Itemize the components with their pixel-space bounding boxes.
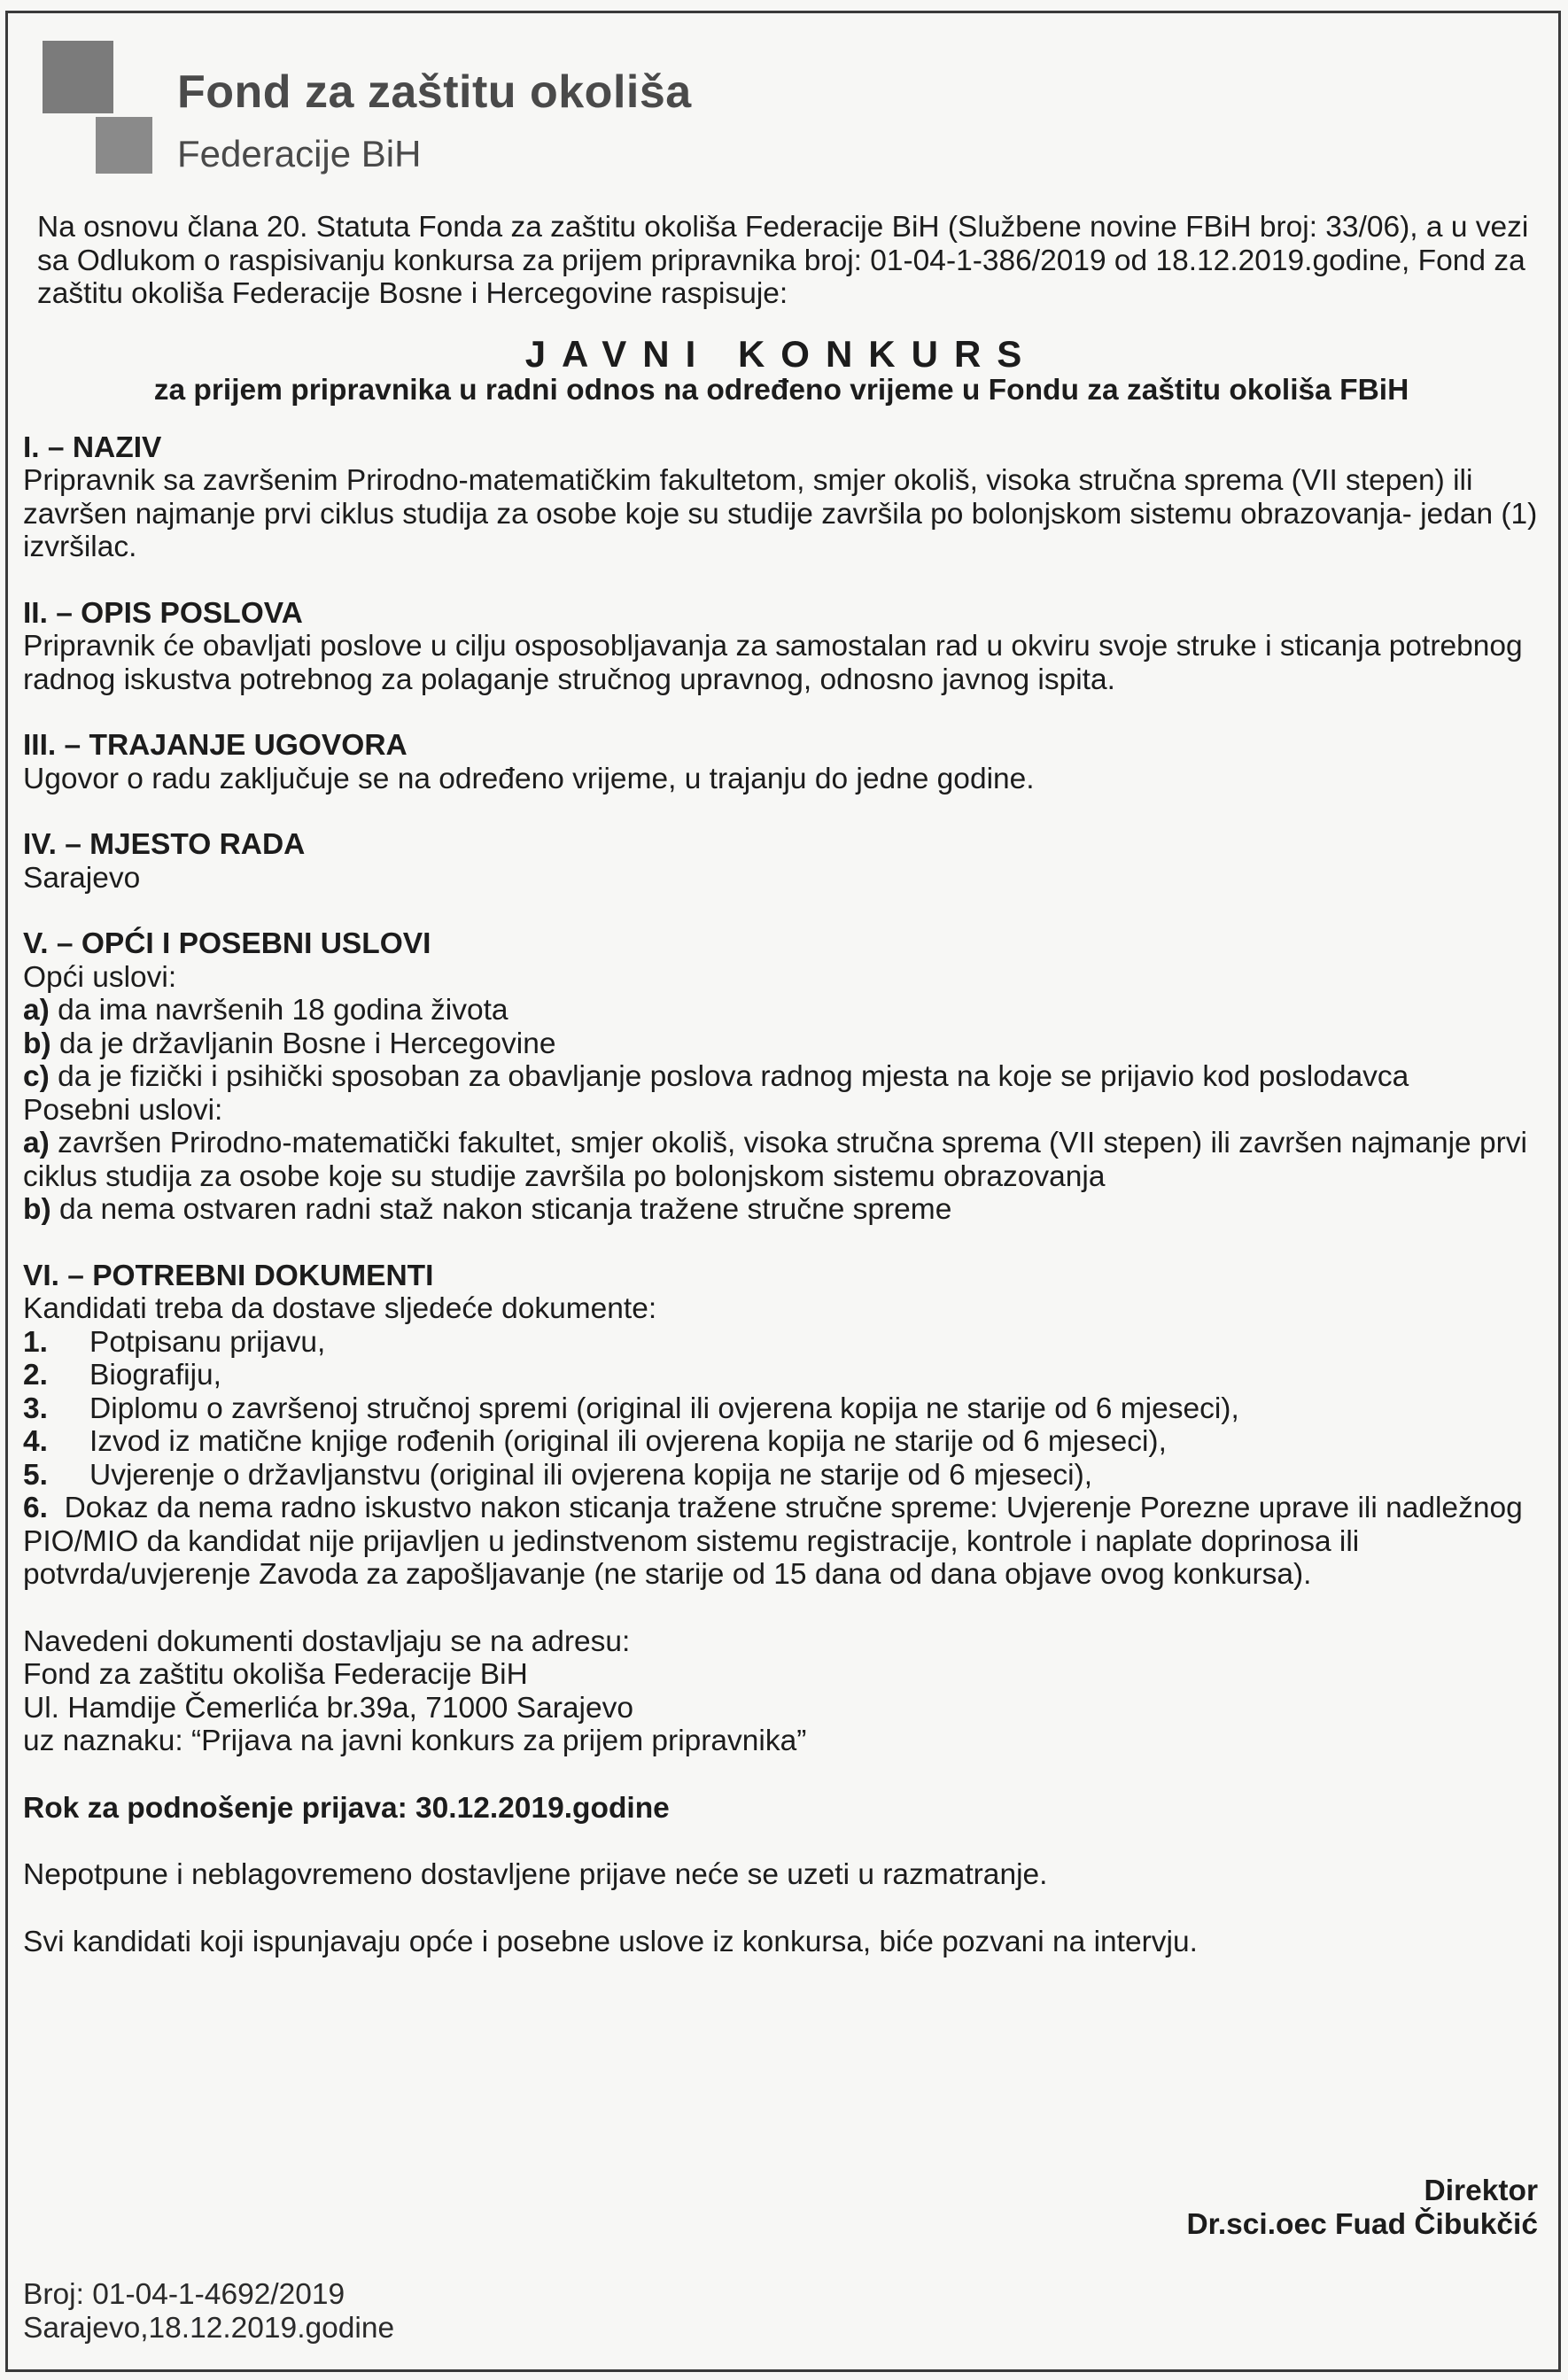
list-item — [23, 1392, 1540, 1426]
section-title: VI. – POTREBNI DOKUMENTI — [23, 1259, 434, 1292]
condition-text: da je fizički i psihički sposoban za obavljanje poslova radnog mjesta na koje se prijavio kod poslodavca — [58, 1060, 1409, 1093]
documents-intro: Kandidati treba da dostave sljedeće dokumente: — [23, 1292, 657, 1325]
item-number: 4. — [23, 1425, 48, 1458]
section-title: V. – OPĆI I POSEBNI USLOVI — [23, 927, 431, 960]
reference-block — [23, 2278, 394, 2345]
section-opis-poslova — [23, 597, 1540, 697]
list-item — [23, 1492, 1540, 1592]
logo-subtitle: Federacije BiH — [177, 133, 422, 174]
condition-letter: b) — [23, 1193, 51, 1226]
condition-letter: a) — [23, 1127, 50, 1159]
documents-list — [23, 1326, 1540, 1592]
address-intro: Navedeni dokumenti dostavljaju se na adresu: — [23, 1624, 631, 1658]
signature-block — [1186, 2175, 1538, 2242]
logo-square-icon — [43, 41, 113, 113]
section-text: Sarajevo — [23, 861, 141, 895]
general-conditions-label: Opći uslovi: — [23, 960, 177, 994]
reference-date: Sarajevo,18.12.2019.godine — [23, 2312, 395, 2345]
address-line: Ul. Hamdije Čemerlića br.39a, 71000 Sarajevo — [23, 1691, 633, 1725]
announcement-body — [23, 211, 1540, 1958]
section-text: Ugovor o radu zaključuje se na određeno vrijeme, u trajanju do jedne godine. — [23, 762, 1035, 795]
list-item — [23, 1425, 1540, 1459]
list-item — [23, 1359, 1540, 1392]
intro-paragraph: Na osnovu člana 20. Statuta Fonda za zaštitu okoliša Federacije BiH (Službene novine FBiH broj: 33/06), a u vezi sa Odlukom o raspisivanju konkursa za prijem pripravnika broj: 01-04-1-386/2019 od 18.12.2019.godine, Fond za zaštitu okoliša Federacije Bosne i Hercegovine raspisuje: — [37, 211, 1529, 310]
item-number: 3. — [23, 1392, 48, 1425]
list-item — [23, 1459, 1540, 1492]
item-number: 5. — [23, 1458, 48, 1492]
condition-item — [23, 1027, 1540, 1061]
item-text: Diplomu o završenoj stručnoj spremi (original ili ovjerena kopija ne starije od 6 mjeseci), — [89, 1392, 1239, 1425]
signature-role: Direktor — [1424, 2175, 1538, 2207]
section-text: Pripravnik sa završenim Prirodno-matematičkim fakultetom, smjer okoliš, visoka stručna sprema (VII stepen) ili završen najmanje prvi ciklus studija za osobe koje su studije završila po bolonjskom sistemu obrazovanja- jedan (1) izvršilac. — [23, 464, 1538, 563]
condition-letter: a) — [23, 994, 50, 1027]
condition-text: da je državljanin Bosne i Hercegovine — [58, 1027, 556, 1060]
note-interview: Svi kandidati koji ispunjavaju opće i posebne uslove iz konkursa, biće pozvani na intervju. — [23, 1925, 1198, 1958]
section-title: IV. – MJESTO RADA — [23, 828, 306, 861]
item-text: Biografiju, — [89, 1359, 221, 1392]
announcement-title: JAVNI KONKURS — [524, 332, 1038, 375]
section-naziv — [23, 431, 1540, 564]
section-trajanje — [23, 729, 1540, 795]
deadline: Rok za podnošenje prijava: 30.12.2019.godine — [23, 1791, 670, 1825]
condition-text: da nema ostvaren radni staž nakon sticanja tražene stručne spreme — [58, 1193, 952, 1226]
condition-text: da ima navršenih 18 godina života — [58, 994, 508, 1027]
condition-item — [23, 1127, 1540, 1193]
condition-text: završen Prirodno-matematički fakultet, smjer okoliš, visoka stručna sprema (VII stepen) ili završen najmanje prvi ciklus studija za osobe koje su studije završila po bolonjskom sistemu obrazovanja — [23, 1127, 1527, 1193]
condition-item — [23, 1060, 1540, 1094]
item-number: 6. — [23, 1492, 48, 1524]
item-number: 1. — [23, 1325, 48, 1359]
address-block — [23, 1625, 1540, 1758]
announcement-subtitle: za prijem pripravnika u radni odnos na određeno vrijeme u Fondu za zaštitu okoliša FBiH — [153, 373, 1409, 407]
section-title: II. – OPIS POSLOVA — [23, 596, 303, 630]
item-number: 2. — [23, 1359, 48, 1392]
list-item — [23, 1326, 1540, 1360]
item-text: Dokaz da nema radno iskustvo nakon sticanja tražene stručne spreme: Uvjerenje Porezne uprave ili nadležnog PIO/MIO da kandidat nije prijavljen u jedinstvenom sistemu registracije, kontrole i naplate doprinosa ili potvrda/uvjerenje Zavoda za zapošljavanje (ne starije od 15 dana od dana objave ovog konkursa). — [23, 1492, 1523, 1591]
logo-name: Fond za zaštitu okoliša — [177, 66, 692, 118]
section-mjesto-rada — [23, 828, 1540, 895]
signature-name: Dr.sci.oec Fuad Čibukčić — [1186, 2208, 1538, 2241]
item-text: Izvod iz matične knjige rođenih (original ili ovjerena kopija ne starije od 6 mjeseci), — [89, 1425, 1167, 1458]
condition-letter: c) — [23, 1060, 50, 1093]
section-title: III. – TRAJANJE UGOVORA — [23, 729, 408, 762]
reference-number: Broj: 01-04-1-4692/2019 — [23, 2278, 345, 2311]
section-title: I. – NAZIV — [23, 430, 162, 464]
condition-item — [23, 1193, 1540, 1227]
item-text: Potpisanu prijavu, — [89, 1325, 326, 1359]
condition-item — [23, 994, 1540, 1027]
section-dokumenti — [23, 1260, 1540, 1592]
fund-logo — [43, 35, 840, 186]
address-line: uz naznaku: “Prijava na javni konkurs za prijem pripravnika” — [23, 1725, 807, 1757]
special-conditions-label: Posebni uslovi: — [23, 1093, 223, 1127]
address-line: Fond za zaštitu okoliša Federacije BiH — [23, 1658, 528, 1691]
condition-letter: b) — [23, 1027, 51, 1060]
logo-square-small-icon — [96, 117, 152, 174]
note-incomplete: Nepotpune i neblagovremeno dostavljene prijave neće se uzeti u razmatranje. — [23, 1858, 1048, 1891]
item-text: Uvjerenje o državljanstvu (original ili ovjerena kopija ne starije od 6 mjeseci), — [89, 1458, 1093, 1492]
section-text: Pripravnik će obavljati poslove u cilju osposobljavanja za samostalan rad u okviru svoje struke i sticanja potrebnog radnog iskustva potrebnog za polaganje stručnog upravnog, odnosno javnog ispita. — [23, 630, 1523, 696]
section-uslovi — [23, 927, 1540, 1227]
